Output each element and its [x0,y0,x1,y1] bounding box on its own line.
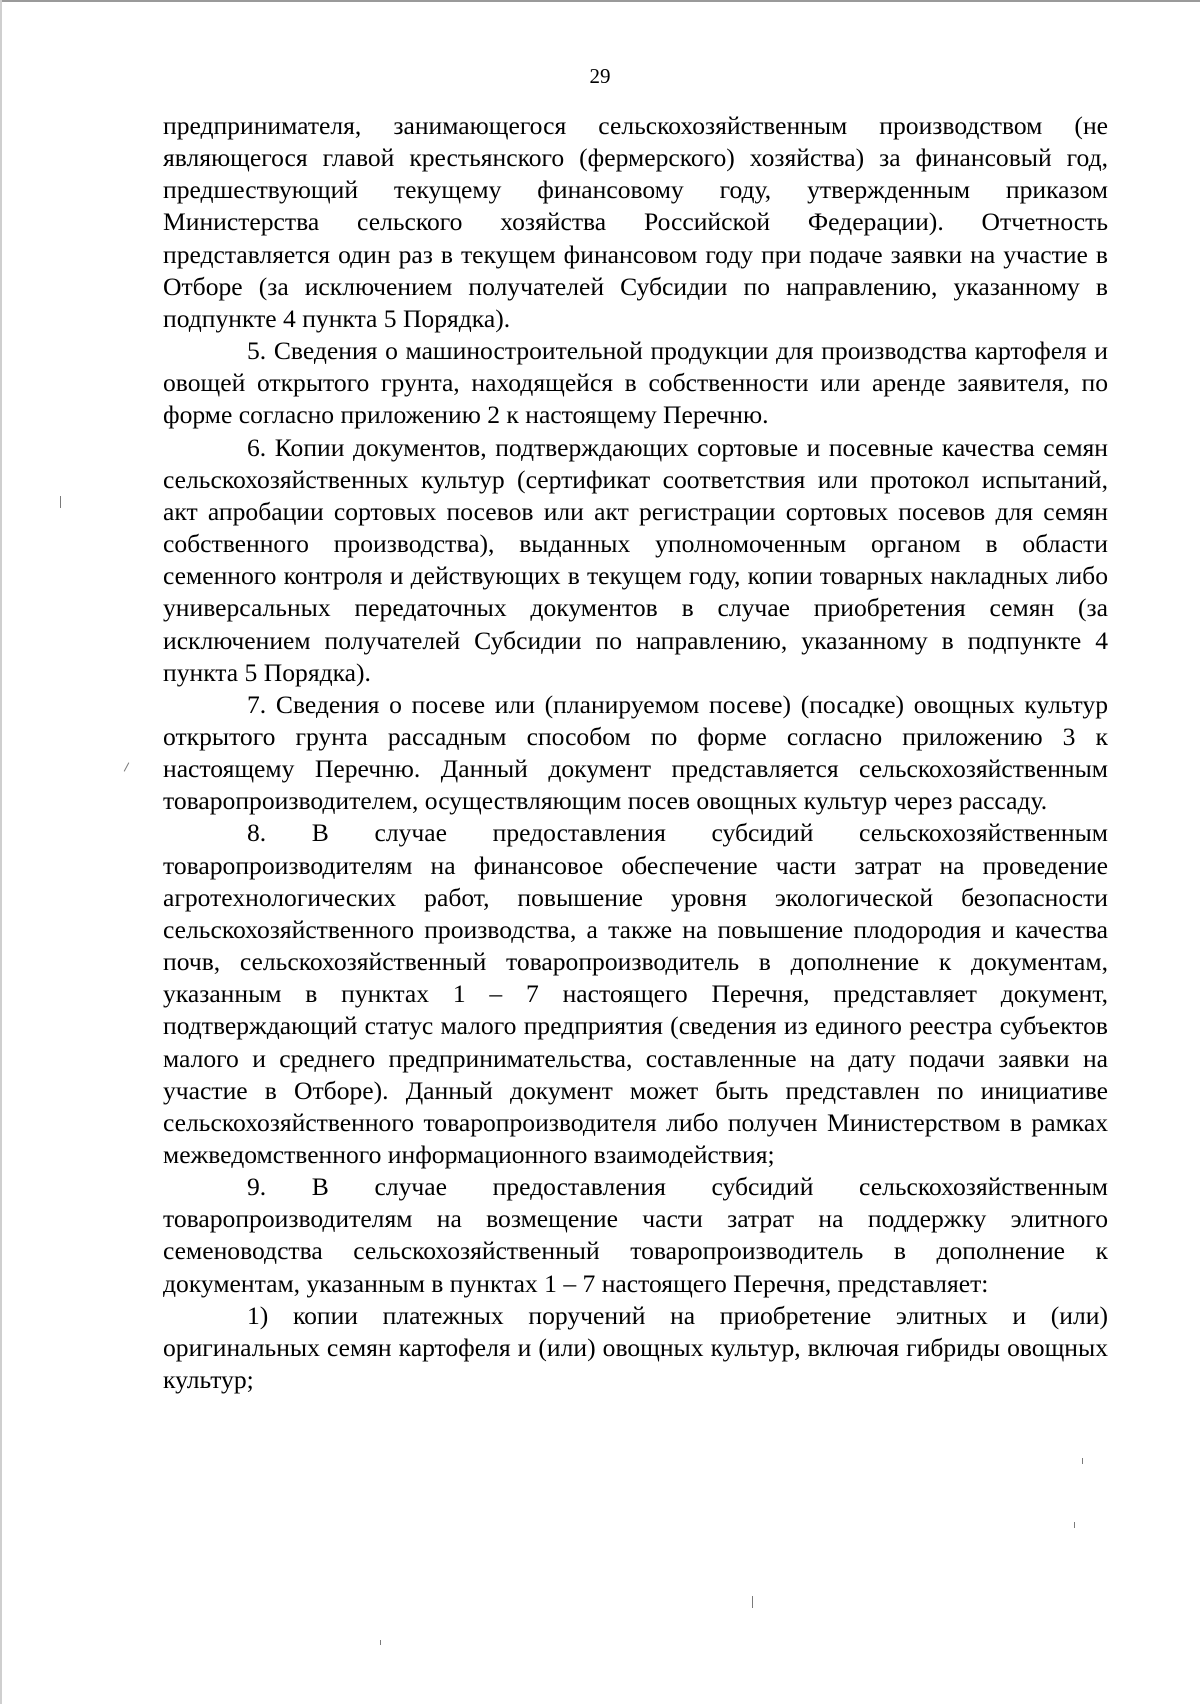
scan-artifact [1074,1522,1075,1528]
scan-artifact [60,496,61,508]
paragraph-item-6: 6. Копии документов, подтверждающих сортовые и посевные качества семян сельскохозяйственных культур (сертификат соответствия или протокол испытаний, акт апробации сортовых посевов или акт регистрации сортовых посевов для семян собственного производства), выданных уполномоченным органом в области семенного контроля и действующих в текущем году, копии товарных накладных либо универсальных передаточных документов в случае приобретения семян (за исключением получателей Субсидии по направлению, указанному в подпункте 4 пункта 5 Порядка). [163,432,1108,687]
scan-artifact [1082,1458,1083,1464]
scan-artifact [124,762,130,771]
page-number: 29 [589,64,611,88]
paragraph-item-8: 8. В случае предоставления субсидий сельскохозяйственным товаропроизводителям на финансовое обеспечение части затрат на проведение агротехнологических работ, повышение уровня экологической безопасности сельскохозяйственного производства, а также на повышение плодородия и качества почв, сельскохозяйственный товаропроизводитель в дополнение к документам, указанным в пунктах 1 – 7 настоящего Перечня, представляет документ, подтверждающий статус малого предприятия (сведения из единого реестра субъектов малого и среднего предпринимательства, составленные на дату подачи заявки на участие в Отборе). Данный документ может быть представлен по инициативе сельскохозяйственного товаропроизводителя либо получен Министерством в рамках межведомственного информационного взаимодействия; [163,818,1108,1169]
paragraph-item-7: 7. Сведения о посеве или (планируемом посеве) (посадке) овощных культур открытого грунта рассадным способом по форме согласно приложению 3 к настоящему Перечню. Данный документ представляется сельскохозяйственным товаропроизводителем, осуществляющим посев овощных культур через рассаду. [163,689,1108,816]
scan-edge-top [0,0,1200,2]
paragraph-subitem-1: 1) копии платежных поручений на приобретение элитных и (или) оригинальных семян картофеля и (или) овощных культур, включая гибриды овощных культур; [163,1300,1108,1395]
paragraph-item-9: 9. В случае предоставления субсидий сельскохозяйственным товаропроизводителям на возмещение части затрат на поддержку элитного семеноводства сельскохозяйственный товаропроизводитель в дополнение к документам, указанным в пунктах 1 – 7 настоящего Перечня, представляет: [163,1172,1108,1298]
scan-artifact [380,1640,381,1645]
paragraph-continuation: предпринимателя, занимающегося сельскохозяйственным производством (не являющегося главой крестьянского (фермерского) хозяйства) за финансовый год, предшествующий текущему финансовому году, утвержденным приказом Министерства сельского хозяйства Российской Федерации). Отчетность представляется один раз в текущем финансовом году при подаче заявки на участие в Отборе (за исключением получателей Субсидии по направлению, указанному в подпункте 4 пункта 5 Порядка). [163,111,1108,333]
scan-edge-left [0,0,2,1704]
paragraph-item-5: 5. Сведения о машиностроительной продукции для производства картофеля и овощей открытого грунта, находящейся в собственности или аренде заявителя, по форме согласно приложению 2 к настоящему Перечню. [163,336,1108,430]
scan-artifact [752,1596,753,1608]
document-body [163,110,1108,1396]
